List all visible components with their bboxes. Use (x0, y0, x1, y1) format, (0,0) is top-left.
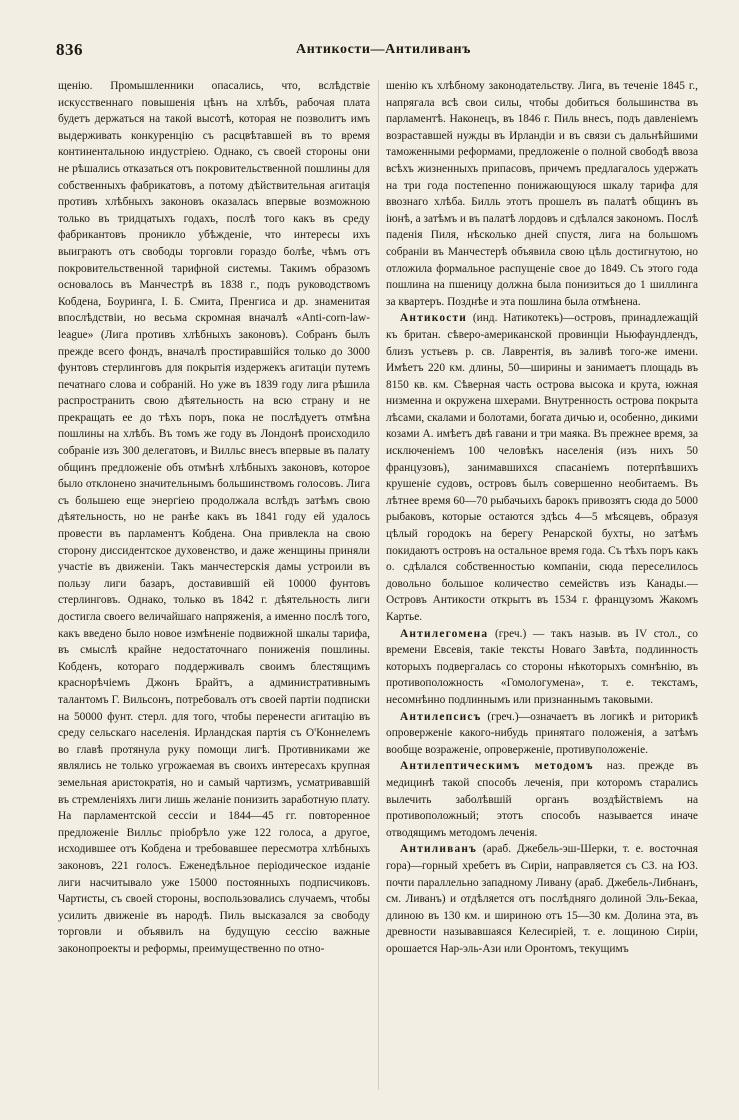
column-divider (378, 80, 379, 1090)
right-column-continuation-text: шенію къ хлѣбному законодательству. Лига, въ теченіе 1845 г., напрягала всѣ свои силы, чтобы добиться большинства въ парламентѣ. Наконецъ, въ 1846 г. Пиль внесъ, подъ давленіемъ возраставшей нужды въ Ирландіи и въ связи съ дальнѣйшими таможенными реформами, предложеніе о полной свободѣ ввоза всѣхъ жизненныхъ припасовъ, причемъ предлагалось удержать на три года постепенно понижающуюся шкалу тарифа для ввознаго хлѣба. Билль этотъ прошелъ въ палатѣ общинъ въ іюнѣ, а затѣмъ и въ палатѣ лордовъ и сдѣлался закономъ. Послѣ паденія Пиля, нѣсколько дней спустя, лига на большомъ собраніи въ Манчестерѣ объявила свою цѣль достигнутою, но отложила формальное распущеніе свое до 1849. Съ этого года пошлина на пшеницу должна была понизиться до 1 шиллинга за квартеръ. Позднѣе и эта пошлина была отмѣнена. (386, 80, 698, 308)
entry-body: (греч.)—означаетъ въ логикѣ и риторикѣ опроверженіе какого-нибудь принятаго положенія, а затѣмъ вообще возраженіе, опроверженіе, противуположеніе. (386, 710, 698, 756)
entry-body: (греч.) — такъ назыв. въ IV стол., со времени Евсевія, такіе тексты Новаго Завѣта, подлинность которыхъ подвергалась со стороны нѣкоторыхъ сомнѣнію, въ противоположность «Гомологумена», т. е. текстамъ, несомнѣнно подлиннымъ или признаннымъ таковыми. (386, 627, 698, 706)
entry-antilivan (386, 841, 698, 957)
entry-headword: Антилептическимъ методомъ (400, 760, 594, 773)
entry-body: наз. прежде въ медицинѣ такой способъ леченія, при которомъ старались вылечить заболѣвшій органъ воздѣйствіемъ на противоположный; этотъ способъ называется иначе отводящимъ методомъ леченія. (386, 760, 698, 839)
entry-antilegomena (386, 626, 698, 709)
entry-antilepsis (386, 709, 698, 759)
entry-antileptic-method (386, 758, 698, 841)
page-header (56, 40, 711, 66)
page-number: 836 (56, 40, 83, 59)
left-column-text: щенію. Промышленники опасались, что, вслѣдствіе искусственнаго повышенія цѣнъ на хлѣбъ, рабочая плата будетъ держаться на такой высотѣ, которая не позволитъ имъ выдерживать конкуренцію съ расцвѣтавшей въ то время континентальною индустріею. Однако, съ своей стороны они не рѣшались отказаться отъ покровительственной пошлины для собственныхъ фабрикатовъ, а потому дѣйствительная агитація противъ хлѣбныхъ законовъ оказалась впервые возможною только въ тридцатыхъ годахъ, послѣ того какъ въ среду фабрикантовъ проникло убѣжденіе, что интересы ихъ выиграютъ отъ свободы торговли гораздо болѣе, чѣмъ отъ покровительственной тарифной системы. Такимъ образомъ основалось въ Манчестрѣ въ 1838 г., подъ руководствомъ Кобдена, Боуринга, I. Б. Смита, Пренгиса и др. знаменитая впослѣдствіи, но весьма скромная вначалѣ «Anti-corn-law-league» (Лига противъ хлѣбныхъ законовъ). Собранъ былъ прежде всего фондъ, вначалѣ простиравшійся только до 3000 фунтовъ стерлинговъ для покрытія издержекъ агитаціи путемъ печатнаго слова и собраній. Но уже въ 1839 году лига рѣшила распространить свою дѣятельность на всю страну и не прекращать ее до тѣхъ поръ, пока не послѣдуетъ отмѣна пошлины на хлѣбъ. Въ томъ же году въ Лондонѣ происходило собраніе изъ 300 делегатовъ, и Вилльс внесъ впервые въ палату общинъ предложеніе объ отмѣнѣ хлѣбныхъ законовъ, которое было отклонено значительнымъ большинствомъ голосовъ. Лига съ большею еще энергіею продолжала вслѣдъ затѣмъ свою дѣятельность, но не ранѣе какъ въ 1841 году ей удалось провести въ парламентъ Кобдена. Она привлекла на свою сторону диссидентское духовенство, и даже женщины приняли участіе въ движеніи. Такъ манчестерскія дамы устроили въ пользу лиги базаръ, доставившій ей 10000 фунтовъ стерлинговъ. Однако, только въ 1842 г. дѣятельность лиги достигла своего величайшаго напряженія, а именно послѣ того, какъ введено было новое измѣненіе подвижной шкалы тарифа, въ смыслѣ крайне недостаточнаго пониженія пошлины. Кобденъ, котораго поддерживалъ своимъ блестящимъ краснорѣчіемъ Джонъ Брайтъ, а административнымъ талантомъ Г. Вильсонъ, потребовалъ отъ своей партіи подписки на 50000 фунт. стерл. для того, чтобы перенести агитацію въ среду сельскаго населенія. Ирландская партія съ О'Коннелемъ во главѣ протянула руку помощи лигѣ. Противниками же являлись не только угрожаемая въ своихъ интересахъ крупная земельная аристократія, но и самый чартизмъ, усматривавшій въ стремленіяхъ лиги лишь желаніе понизить заработную плату. На парламентской сессіи и 1844—45 гг. повторенное предложеніе Вилльс пріобрѣло уже 122 голоса, а другое, исходившее отъ Кобдена и требовавшее пересмотра хлѣбныхъ законовъ, 221 голосъ. Еженедѣльное періодическое изданіе лиги насчитывало уже 15000 постоянныхъ подписчиковъ. Чартисты, съ своей стороны, воспользовались случаемъ, чтобы усилить движеніе въ народѣ. Пиль высказался за свободу торговли и объявилъ на будущую сессію важные законопроекты и реформы, преимущественно по отно- (58, 80, 370, 955)
entry-headword: Антикости (400, 312, 468, 325)
entry-headword: Антилегомена (400, 627, 489, 640)
left-column (58, 78, 370, 1098)
entry-headword: Антилепсисъ (400, 710, 482, 723)
running-title: Антикости—Антиливанъ (296, 42, 471, 57)
entry-antikosti (386, 310, 698, 625)
right-column (386, 78, 698, 1098)
entry-body: (инд. Натикотекъ)—островъ, принадлежащій къ британ. сѣверо-американской провинціи Ньюфаундлендъ, близъ устьевъ р. св. Лаврентія, въ заливѣ того-же имени. Имѣетъ 220 км. длины, 50—ширины и занимаетъ площадь въ 8150 кв. км. Сѣверная часть острова высока и крута, южная низменна и окружена шхерами. Внутренность острова покрыта лѣсами, скалами и болотами, богата дичью и, особенно, дикими козами А. имѣетъ двѣ гавани и три маяка. Въ прежнее время, за исключеніемъ 100 человѣкъ населенія (изъ нихъ 50 французовъ), занимавшихся спасаніемъ потерпѣвшихъ крушеніе судовъ, островъ былъ совершенно необитаемъ. Въ лѣтнее время 60—70 рыбачьихъ барокъ привозятъ сюда до 5000 рыбаковъ, которые остаются здѣсь 4—5 мѣсяцевъ, образуя цѣлый городокъ на берегу Ренарской бухты, но затѣмъ покидаютъ островъ на остальное время года. Съ тѣхъ поръ какъ о. сдѣлался собственностью компаніи, сюда переселилось довольно большое количество семействъ изъ Канады.—Островъ Антикости открытъ въ 1534 г. французомъ Жакомъ Картье. (386, 312, 698, 623)
entry-headword: Антиливанъ (400, 843, 477, 856)
entry-body: (араб. Джебель-эш-Шерки, т. е. восточная гора)—горный хребетъ въ Сиріи, направляется съ СЗ. на ЮЗ. почти параллельно западному Ливану (араб. Джебель-Либнанъ, см. Ливанъ) и отдѣляется отъ послѣдняго долиной Эль-Бекаа, длиною въ 130 км. и шириною отъ 15—30 км. Долина эта, въ древности называвшаяся Келесиріей, т. е. лощиною Сиріи, орошается Нар-эль-Ази или Оронтомъ, текущимъ (386, 843, 698, 955)
